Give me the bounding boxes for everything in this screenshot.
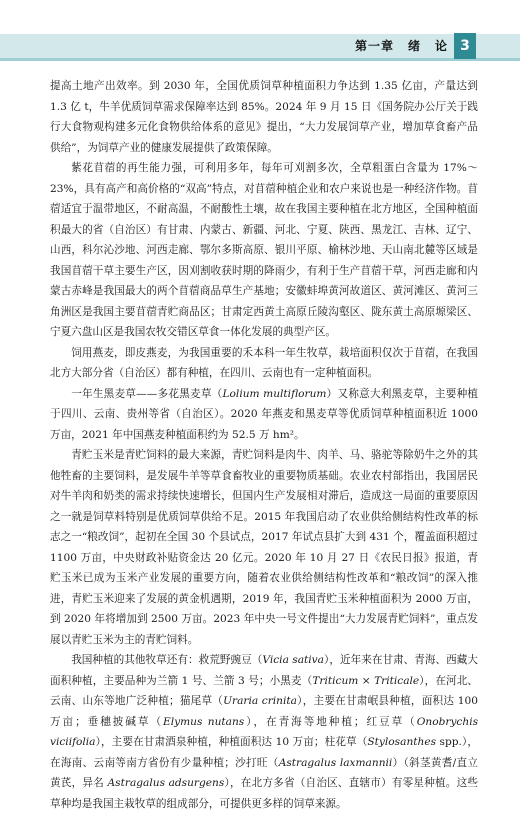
latin-name: Uraria crinita [223, 695, 297, 707]
chapter-name-part2: 论 [434, 39, 448, 53]
latin-name: Vicia sativa [262, 654, 324, 666]
paragraph [50, 343, 478, 384]
text-run: 青贮玉米是青贮饲料的最大来源，青贮饲料是肉牛、肉羊、马、骆驼等除奶牛之外的其他牲畜的主要饲料，是发展牛羊等草食畜牧业的重要物质基础。农业农村部指出，我国居民对牛羊肉和奶类的需求持续快速增长，但国内生产发展相对滞后，造成这一局面的重要原因之一就是饲草料特别是优质饲草供给不足。2015 年我国启动了农业供给侧结构性改革的标志之一“粮改饲”，起初在全国 30 个县试点，2017 年试点县扩大到 431 个，覆盖面积超过 1100 万亩，中央财政补贴资金达 20 亿元。2020 年 10 月 27 日《农民日报》报道，青贮玉米已成为玉米产业发展的重要方向，随着农业供给侧结构性改革和“粮改饲”的深入推进，青贮玉米迎来了发展的黄金机遇期，2019 年，我国青贮玉米种植面积为 2000 万亩，到 2020 年将增加到 2500 万亩。2023 年中央一号文件提出“大力发展青贮饲料”，重点发展以青贮玉米为主的青贮饲料。 [50, 449, 478, 646]
paragraph [50, 76, 478, 158]
text-run: 提高土地产出效率。到 2030 年，全国优质饲草种植面积力争达到 1.35 亿亩，产量达到 1.3 亿 t，牛羊优质饲草需求保障率达到 85%。2024 年 9 月 15 日《国务院办公厅关于践行大食物观构建多元化食物供给体系的意见》提出，“大力发展饲草产业，增加草食畜产品供给”，为饲草产业的健康发展提供了政策保障。 [50, 80, 478, 154]
body-text [50, 76, 478, 814]
latin-name: Triticum × Triticale [312, 674, 420, 687]
latin-name: Astragalus adsurgens [107, 777, 225, 789]
chapter-label: 第一章 [354, 39, 394, 53]
text-run: ），在青海等地种植；红豆草（ [244, 715, 417, 728]
text-run: 饲用燕麦，即皮燕麦，为我国重要的禾本科一年生牧草，栽培面积仅次于苜蓿，在我国北方大部分省（自治区）都有种植，在四川、云南也有一定种植面积。 [50, 346, 478, 379]
latin-name: Astragalus laxmannii [278, 756, 393, 769]
running-header [0, 0, 520, 62]
text-run: ），近年来在甘肃、青海、西藏大面积种植，主要品种为兰箭 1 号、兰箭 3 号；小黑麦（ [50, 654, 479, 687]
paragraph [50, 384, 478, 446]
chapter-title [355, 36, 448, 56]
paragraph [50, 445, 478, 650]
latin-name: Elymus nutans [163, 715, 245, 728]
text-run: 紫花苜蓿的再生能力强，可利用多年，每年可刈割多次，全草粗蛋白含量为 17%～23%，具有高产和高价格的“双高”特点，对苜蓿种植企业和农户来说也是一种经济作物。苜蓿适宜于温带地区，不耐高温，不耐酸性土壤，故在我国主要种植在北方地区，全国种植面积最大的省（自治区）有甘肃、内蒙古、新疆、河北、宁夏、陕西、黑龙江、吉林、辽宁、山西，科尔沁沙地、河西走廊、鄂尔多斯高原、银川平原、榆林沙地、天山南北麓等区域是我国苜蓿干草主要生产区，因刈割收获时期的降雨少，有利于生产苜蓿干草，河西走廊和内蒙古赤峰是我国最大的两个苜蓿商品草生产基地；安徽蚌埠黄河故道区、黄河滩区、黄河三角洲区是我国主要苜蓿青贮商品区；甘肃定西黄土高原丘陵沟壑区、陇东黄土高原塬梁区、宁夏六盘山区是我国农牧交错区草食一体化发展的典型产区。 [50, 162, 478, 338]
text-run: 一年生黑麦草——多花黑麦草（ [71, 387, 223, 400]
text-run: ）（斜茎黄耆/直立黄芪，异名 [50, 756, 478, 789]
page-number: 3 [454, 33, 476, 59]
paragraph [50, 158, 478, 343]
text-run: spp.），在海南、云南等南方省份有少量种植；沙打旺（ [50, 736, 478, 769]
latin-name: Onobrychis viciifolia [50, 715, 479, 748]
text-run: 我国种植的其他牧草还有：救荒野豌豆（ [71, 654, 263, 666]
text-run: ），主要在甘肃酒泉种植，种植面积达 10 万亩；柱花草（ [95, 736, 368, 748]
paragraph [50, 650, 478, 814]
chapter-name-part1: 绪 [407, 39, 421, 53]
text-run: ）又称意大利黑麦草，主要种植于四川、云南、贵州等省（自治区）。2020 年燕麦和黑麦草等优质饲草种植面积近 1000 万亩，2021 年中国燕麦种植面积约为 52.5 万 hm²。 [50, 387, 479, 441]
latin-name: Stylosanthes [367, 736, 437, 748]
text-run: ），在河北、云南、山东等地广泛种植；猫尾草（ [50, 674, 478, 707]
text-run: ），主要在甘肃岷县种植，面积达 100 万亩；垂穗披碱草（ [50, 695, 478, 728]
header-underline [0, 58, 520, 61]
latin-name: Lolium multiflorum [222, 387, 327, 400]
text-run: ），在北方多省（自治区、直辖市）有零星种植。这些草种均是我国主栽牧草的组成部分，可提供更多样的饲草来源。 [50, 777, 478, 810]
